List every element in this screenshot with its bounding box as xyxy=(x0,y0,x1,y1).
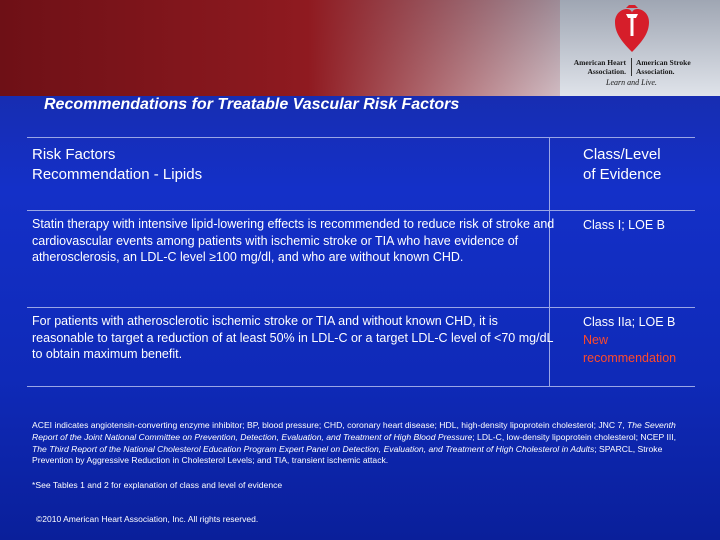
table-header-row xyxy=(27,137,695,211)
logo-asa-line2: Association. xyxy=(636,67,675,76)
recommendations-table xyxy=(27,137,695,387)
heart-torch-icon xyxy=(614,4,650,54)
table-row xyxy=(27,211,695,308)
logo-aha-line2: Association. xyxy=(587,67,626,76)
table-row xyxy=(27,308,695,387)
aha-asa-logo xyxy=(552,4,712,94)
slide-title: Recommendations for Treatable Vascular Risk Factors xyxy=(44,96,460,113)
recommendation-text: For patients with atherosclerotic ischemic stroke or TIA and without known CHD, it is reasonable to target a reduction of at least 50% in LDL-C or a target LDL-C level of <70 mg/dL to obtain maximum benefit. xyxy=(32,314,554,361)
class-level-text: Class IIa; LOE B xyxy=(583,315,676,329)
evidence-explanation-note: *See Tables 1 and 2 for explanation of class and level of evidence xyxy=(32,480,283,490)
logo-tagline: Learn and Live. xyxy=(606,78,657,87)
logo-aha-line1: American Heart xyxy=(573,58,626,67)
header-risk-factors: Risk Factors Recommendation - Lipids xyxy=(32,146,203,183)
abbreviations-footnote: ACEI indicates angiotensin-converting enzyme inhibitor; BP, blood pressure; CHD, coronary heart disease; HDL, high-density lipoprotein cholesterol; JNC 7, The Seventh Report of the Joint National Committee on Prevention, Detection, Evaluation, and Treatment of High Blood Pressure; LDL-C, low-density lipoprotein cholesterol; NCEP III, The Third Report of the National Cholesterol Education Program Expert Panel on Detection, Evaluation, and Treatment of High Cholesterol in Adults; SPARCL, Stroke Prevention by Aggressive Reduction in Cholesterol Levels; and TIA, transient ischemic attack. xyxy=(32,420,677,466)
header-red-band xyxy=(0,0,560,96)
class-level-text: Class I; LOE B xyxy=(583,218,665,232)
new-recommendation-label: New recommendation xyxy=(583,333,677,365)
logo-asa-line1: American Stroke xyxy=(636,58,691,67)
recommendation-text: Statin therapy with intensive lipid-lowering effects is recommended to reduce risk of stroke and cardiovascular events among patients with ischemic stroke or TIA who have evidence of atherosclerosis, an LDL-C level ≥100 mg/dl, and who are without known CHD. xyxy=(32,217,555,264)
logo-divider xyxy=(631,58,632,76)
copyright-notice: ©2010 American Heart Association, Inc. All rights reserved. xyxy=(36,514,259,524)
header-class-level: Class/Level of Evidence xyxy=(583,146,662,183)
